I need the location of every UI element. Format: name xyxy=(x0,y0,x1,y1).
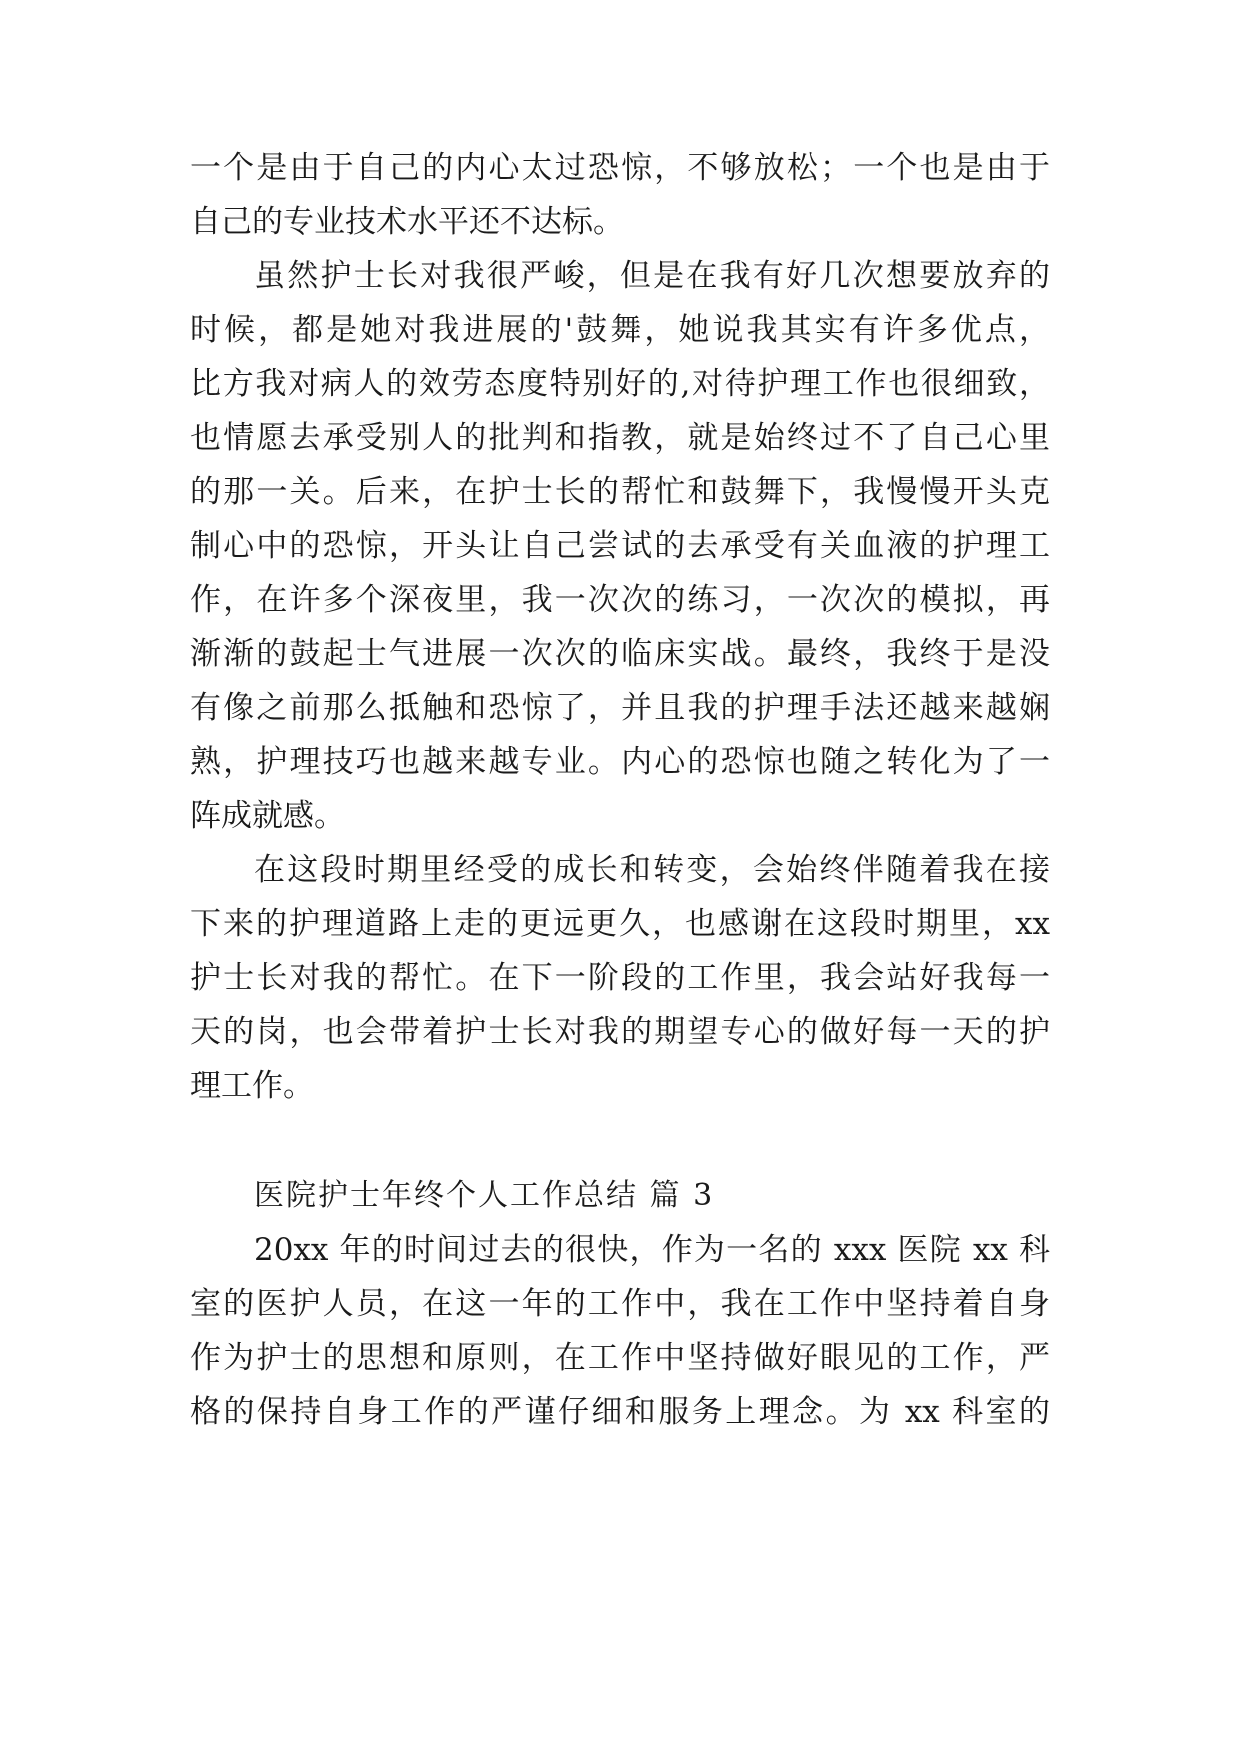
para2-line-9: 有像之前那么抵触和恐惊了，并且我的护理手法还越来越娴 xyxy=(190,690,1050,726)
para3-line-3: 护士长对我的帮忙。在下一阶段的工作里，我会站好我每一 xyxy=(190,960,1050,996)
para4-line-4: 格的保持自身工作的严谨仔细和服务上理念。为 xx 科室的 xyxy=(190,1394,1050,1430)
para1-line-2: 自己的专业技术水平还不达标。 xyxy=(190,204,624,240)
para2-line-11: 阵成就感。 xyxy=(190,798,345,834)
section-heading: 医院护士年终个人工作总结 篇 3 xyxy=(254,1178,715,1213)
para3-line-4: 天的岗，也会带着护士长对我的期望专心的做好每一天的护 xyxy=(190,1014,1050,1050)
para2-line-5: 的那一关。后来，在护士长的帮忙和鼓舞下，我慢慢开头克 xyxy=(190,474,1050,510)
para2-line-6: 制心中的恐惊，开头让自己尝试的去承受有关血液的护理工 xyxy=(190,528,1050,564)
para3-line-2: 下来的护理道路上走的更远更久，也感谢在这段时期里，xx xyxy=(190,906,1050,942)
para3-line-1: 在这段时期里经受的成长和转变，会始终伴随着我在接 xyxy=(254,852,1050,888)
para2-line-8: 渐渐的鼓起士气进展一次次的临床实战。最终，我终于是没 xyxy=(190,636,1050,672)
para4-line-2: 室的医护人员，在这一年的工作中，我在工作中坚持着自身 xyxy=(190,1286,1050,1322)
para2-line-10: 熟，护理技巧也越来越专业。内心的恐惊也随之转化为了一 xyxy=(190,744,1050,780)
para4-line-1: 20xx 年的时间过去的很快，作为一名的 xxx 医院 xx 科 xyxy=(254,1232,1050,1268)
para2-line-4: 也情愿去承受别人的批判和指教，就是始终过不了自己心里 xyxy=(190,420,1050,456)
para2-line-2: 时候，都是她对我进展的'鼓舞，她说我其实有许多优点， xyxy=(190,312,1050,348)
para3-line-5: 理工作。 xyxy=(190,1068,314,1104)
para4-line-3: 作为护士的思想和原则，在工作中坚持做好眼见的工作，严 xyxy=(190,1340,1050,1376)
para1-line-1: 一个是由于自己的内心太过恐惊，不够放松；一个也是由于 xyxy=(190,150,1050,186)
para2-line-7: 作，在许多个深夜里，我一次次的练习，一次次的模拟，再 xyxy=(190,582,1050,618)
para2-line-3: 比方我对病人的效劳态度特别好的,对待护理工作也很细致， xyxy=(190,366,1050,402)
para2-line-1: 虽然护士长对我很严峻，但是在我有好几次想要放弃的 xyxy=(254,258,1050,294)
